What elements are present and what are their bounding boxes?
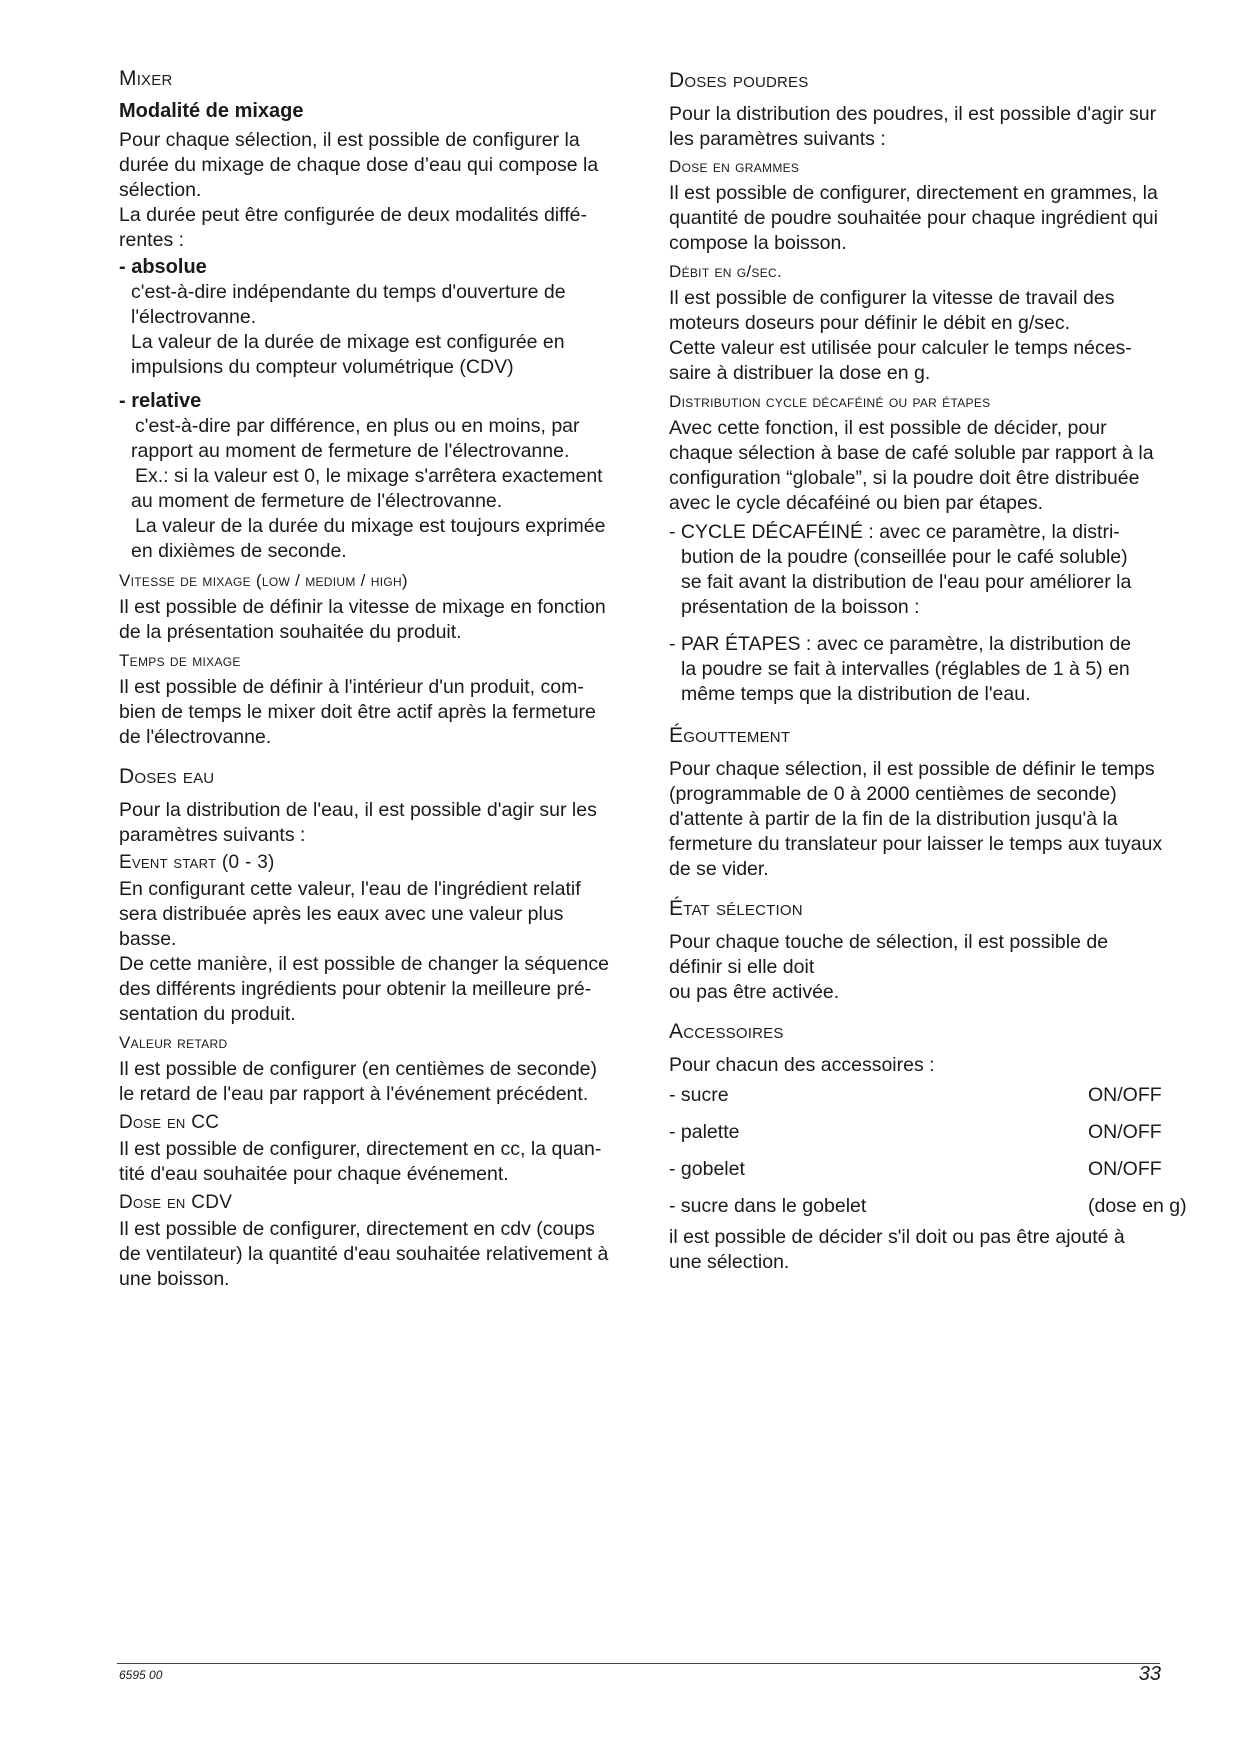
paragraph-line: moteurs doseurs pour définir le débit en g/sec. [669,312,1071,334]
relative-text [119,414,639,564]
egouttement-text [669,757,1194,882]
subsection-title-modalite: Modalité de mixage [119,100,304,122]
paragraph-line: La valeur de la durée de mixage est configurée en [131,331,565,353]
relative-label: - relative [119,390,202,412]
paragraph-line: durée du mixage de chaque dose d’eau qui compose la [119,154,599,176]
paragraph-line: De cette manière, il est possible de changer la séquence [119,953,609,975]
paragraph-line: Cette valeur est utilisée pour calculer le temps néces- [669,337,1132,359]
paragraph-line: c'est-à-dire indépendante du temps d'ouverture de [131,281,566,303]
paragraph-line: de l'électrovanne. [119,726,272,748]
paragraph-line: au moment de fermeture de l'électrovanne. [131,490,503,512]
accessoire-value: ON/OFF [1088,1121,1162,1143]
paragraph-line: de se vider. [669,858,769,880]
doses-eau-intro [119,798,639,848]
section-title-egouttement: Égouttement [669,724,791,747]
footer-divider [117,1663,1160,1664]
paragraph-line: configuration “globale”, si la poudre doit être distribuée [669,467,1140,489]
paragraph-line: basse. [119,928,177,950]
paragraph-line: rentes : [119,229,185,251]
paragraph-line: définir si elle doit [669,956,815,978]
cycle-decafeine-text [669,520,1194,620]
paragraph-line: tité d'eau souhaitée pour chaque événement. [119,1163,509,1185]
grammes-text [669,181,1194,256]
paragraph-line: les paramètres suivants : [669,128,886,150]
paragraph-line: saire à distribuer la dose en g. [669,362,931,384]
accessoire-value: ON/OFF [1088,1158,1162,1180]
paragraph-line: Il est possible de configurer la vitesse de travail des [669,287,1115,309]
subsection-title-retard: Valeur retard [119,1033,228,1052]
paragraph-line: impulsions du compteur volumétrique (CDV) [131,356,514,378]
vitesse-text [119,595,639,645]
par-etapes-text [669,632,1194,707]
accessoires-intro: Pour chacun des accessoires : [669,1054,935,1076]
paragraph-line: en dixièmes de seconde. [131,540,347,562]
paragraph-line: La valeur de la durée du mixage est toujours exprimée [135,515,606,537]
paragraph-line: ou pas être activée. [669,981,840,1003]
subsection-title-grammes: Dose en grammes [669,157,800,176]
paragraph-line: Pour chaque sélection, il est possible de définir le temps [669,758,1155,780]
paragraph-line: Pour chaque sélection, il est possible de configurer la [119,129,580,151]
paragraph-line: présentation de la boisson : [681,596,920,618]
paragraph-line: bution de la poudre (conseillée pour le café soluble) [681,546,1128,568]
paragraph-line: - PAR ÉTAPES : avec ce paramètre, la distribution de [669,633,1132,655]
paragraph-line: une boisson. [119,1268,230,1290]
paragraph-line: Pour la distribution de l'eau, il est possible d'agir sur les [119,799,597,821]
paragraph-line: Pour chaque touche de sélection, il est possible de [669,931,1109,953]
paragraph-line: fermeture du translateur pour laisser le temps aux tuyaux [669,833,1163,855]
paragraph-line: Il est possible de configurer, directement en cdv (coups [119,1218,595,1240]
paragraph-line: sentation du produit. [119,1003,296,1025]
subsection-title-vitesse: Vitesse de mixage (low / medium / high) [119,571,408,590]
subsection-title-temps: Temps de mixage [119,651,241,670]
accessoire-value: ON/OFF [1088,1084,1162,1106]
absolue-text [119,280,639,380]
paragraph-line: il est possible de décider s'il doit ou pas être ajouté à [669,1226,1125,1248]
paragraph-line: c'est-à-dire par différence, en plus ou en moins, par [135,415,580,437]
paragraph-line: des différents ingrédients pour obtenir la meilleure pré- [119,978,592,1000]
list-item [669,1194,1194,1219]
list-item [669,1120,1194,1145]
distribution-text [669,416,1194,516]
retard-text [119,1057,639,1107]
event-text [119,877,639,1027]
mixer-intro [119,128,639,253]
paragraph-line: Il est possible de définir la vitesse de mixage en fonction [119,596,606,618]
paragraph-line: de ventilateur) la quantité d'eau souhaitée relativement à [119,1243,609,1265]
cdv-text [119,1217,639,1292]
debit-text [669,286,1194,386]
paragraph-line: même temps que la distribution de l'eau. [681,683,1031,705]
accessoire-label: - sucre dans le gobelet [669,1195,867,1217]
paragraph-line: Il est possible de définir à l'intérieur d'un produit, com- [119,676,584,698]
paragraph-line: Il est possible de configurer, directement en cc, la quan- [119,1138,602,1160]
section-title-accessoires: Accessoires [669,1020,784,1043]
section-title-doses-eau: Doses eau [119,765,215,788]
document-code: 6595 00 [119,1668,163,1682]
paragraph-line: Avec cette fonction, il est possible de décider, pour [669,417,1107,439]
paragraph-line: avec le cycle décaféiné ou bien par étapes. [669,492,1043,514]
right-column [669,66,1194,1275]
page-number: 33 [1138,1663,1161,1685]
absolue-label: - absolue [119,256,207,278]
paragraph-line: Pour la distribution des poudres, il est possible d'agir sur [669,103,1157,125]
etat-text [669,930,1194,1005]
paragraph-line: En configurant cette valeur, l'eau de l'ingrédient relatif [119,878,581,900]
paragraph-line: Il est possible de configurer (en centièmes de seconde) [119,1058,598,1080]
paragraph-line: l'électrovanne. [131,306,257,328]
left-column [119,66,639,1292]
paragraph-line: Ex.: si la valeur est 0, le mixage s'arrêtera exactement [135,465,603,487]
paragraph-line: une sélection. [669,1251,790,1273]
paragraph-line: sera distribuée après les eaux avec une valeur plus [119,903,564,925]
poudres-intro [669,102,1194,152]
paragraph-line: d'attente à partir de la fin de la distribution jusqu'à la [669,808,1118,830]
list-item [669,1157,1194,1182]
subsection-title-distribution: Distribution cycle décaféiné ou par étapes [669,392,991,411]
list-item [669,1083,1194,1108]
section-title-doses-poudres: Doses poudres [669,69,809,92]
temps-text [119,675,639,750]
paragraph-line: de la présentation souhaitée du produit. [119,621,462,643]
cc-text [119,1137,639,1187]
paragraph-line: rapport au moment de fermeture de l'électrovanne. [131,440,570,462]
paragraph-line: se fait avant la distribution de l'eau pour améliorer la [681,571,1132,593]
subsection-title-cdv: Dose en CDV [119,1192,233,1213]
paragraph-line: La durée peut être configurée de deux modalités diffé- [119,204,587,226]
subsection-title-event: Event start (0 - 3) [119,852,275,873]
paragraph-line: le retard de l'eau par rapport à l'événement précédent. [119,1083,589,1105]
accessoire-label: - sucre [669,1084,729,1106]
paragraph-line: paramètres suivants : [119,824,306,846]
accessoire-label: - gobelet [669,1158,745,1180]
paragraph-line: Il est possible de configurer, directement en grammes, la [669,182,1158,204]
paragraph-line: - CYCLE DÉCAFÉINÉ : avec ce paramètre, la distri- [669,521,1120,543]
subsection-title-cc: Dose en CC [119,1112,220,1133]
section-title-mixer: Mixer [119,67,173,90]
paragraph-line: chaque sélection à base de café soluble par rapport à la [669,442,1154,464]
paragraph-line: bien de temps le mixer doit être actif après la fermeture [119,701,596,723]
paragraph-line: quantité de poudre souhaitée pour chaque ingrédient qui [669,207,1158,229]
paragraph-line: la poudre se fait à intervalles (réglables de 1 à 5) en [681,658,1130,680]
paragraph-line: compose la boisson. [669,232,847,254]
accessoire-value: (dose en g) [1088,1195,1187,1217]
paragraph-line: (programmable de 0 à 2000 centièmes de seconde) [669,783,1117,805]
section-title-etat-selection: État sélection [669,897,803,920]
subsection-title-debit: Débit en g/sec. [669,262,783,281]
accessoire-label: - palette [669,1121,740,1143]
paragraph-line: sélection. [119,179,202,201]
accessoires-outro [669,1225,1194,1275]
accessoires-list [669,1083,1194,1219]
